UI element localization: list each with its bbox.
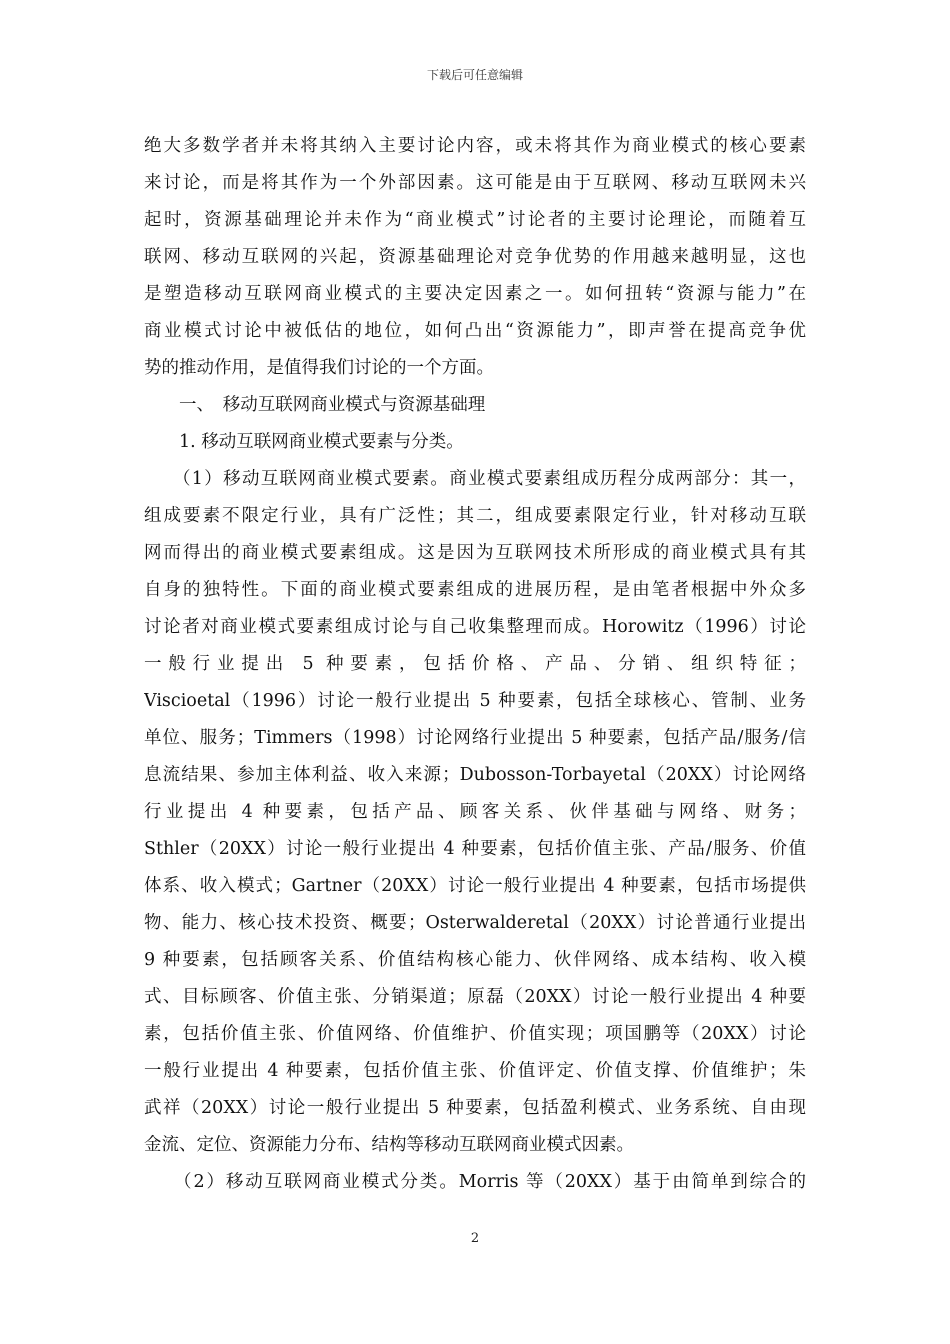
text-line: 网而得出的商业模式要素组成。这是因为互联网技术所形成的商业模式具有其 <box>144 543 806 563</box>
text-line: 息流结果、参加主体利益、收入来源；Dubosson-Torbayetal（20XX）讨论网络 <box>144 765 806 785</box>
text-line: （1）移动互联网商业模式要素。商业模式要素组成历程分成两部分：其一， <box>144 469 806 489</box>
text-line: 绝大多数学者并未将其纳入主要讨论内容，或未将其作为商业模式的核心要素 <box>144 136 806 156</box>
text-line: 是塑造移动互联网商业模式的主要决定因素之一。如何扭转“资源与能力”在 <box>144 284 806 304</box>
text-line: 组成要素不限定行业，具有广泛性；其二，组成要素限定行业，针对移动互联 <box>144 506 806 526</box>
text-line: 素，包括价值主张、价值网络、价值维护、价值实现；项国鹏等（20XX）讨论 <box>144 1024 806 1044</box>
text-line: 一般行业提出 5 种要素，包括价格、产品、分销、组织特征； <box>144 654 806 674</box>
text-line: 来讨论，而是将其作为一个外部因素。这可能是由于互联网、移动互联网未兴 <box>144 173 806 193</box>
text-line: 一般行业提出 4 种要素，包括价值主张、价值评定、价值支撑、价值维护；朱 <box>144 1061 806 1081</box>
text-line: 势的推动作用，是值得我们讨论的一个方面。 <box>144 358 494 378</box>
text-line: Sthler（20XX）讨论一般行业提出 4 种要素，包括价值主张、产品/服务、价值 <box>144 839 806 859</box>
page-number: 2 <box>470 1231 480 1246</box>
text-line: Viscioetal（1996）讨论一般行业提出 5 种要素，包括全球核心、管制、业务 <box>144 691 806 711</box>
body-text <box>144 128 806 1201</box>
text-line: 体系、收入模式；Gartner（20XX）讨论一般行业提出 4 种要素，包括市场提供 <box>144 876 806 896</box>
text-line: 单位、服务；Timmers（1998）讨论网络行业提出 5 种要素，包括产品/服务/信 <box>144 728 806 748</box>
page-header: 下载后可任意编辑 <box>426 68 523 82</box>
text-line: 联网、移动互联网的兴起，资源基础理论对竞争优势的作用越来越明显，这也 <box>144 247 806 267</box>
text-line: 自身的独特性。下面的商业模式要素组成的进展历程，是由笔者根据中外众多 <box>144 580 806 600</box>
text-line: 行业提出 4 种要素，包括产品、顾客关系、伙伴基础与网络、财务； <box>144 802 806 822</box>
text-line: （2）移动互联网商业模式分类。Morris 等（20XX）基于由简单到综合的 <box>144 1172 806 1192</box>
subsection-heading: 1. 移动互联网商业模式要素与分类。 <box>144 432 464 452</box>
text-line: 物、能力、核心技术投资、概要；Osterwalderetal（20XX）讨论普通行业提出 <box>144 913 806 933</box>
section-heading: 一、 移动互联网商业模式与资源基础理 <box>144 395 486 415</box>
text-line: 讨论者对商业模式要素组成讨论与自己收集整理而成。Horowitz（1996）讨论 <box>144 617 806 637</box>
text-line: 金流、定位、资源能力分布、结构等移动互联网商业模式因素。 <box>144 1135 634 1155</box>
text-line: 商业模式讨论中被低估的地位，如何凸出“资源能力”，即声誉在提高竞争优 <box>144 321 806 341</box>
text-line: 起时，资源基础理论并未作为“商业模式”讨论者的主要讨论理论，而随着互 <box>144 210 806 230</box>
text-line: 式、目标顾客、价值主张、分销渠道；原磊（20XX）讨论一般行业提出 4 种要 <box>144 987 806 1007</box>
text-line: 武祥（20XX）讨论一般行业提出 5 种要素，包括盈利模式、业务系统、自由现 <box>144 1098 806 1118</box>
text-line: 9 种要素，包括顾客关系、价值结构核心能力、伙伴网络、成本结构、收入模 <box>144 950 806 970</box>
